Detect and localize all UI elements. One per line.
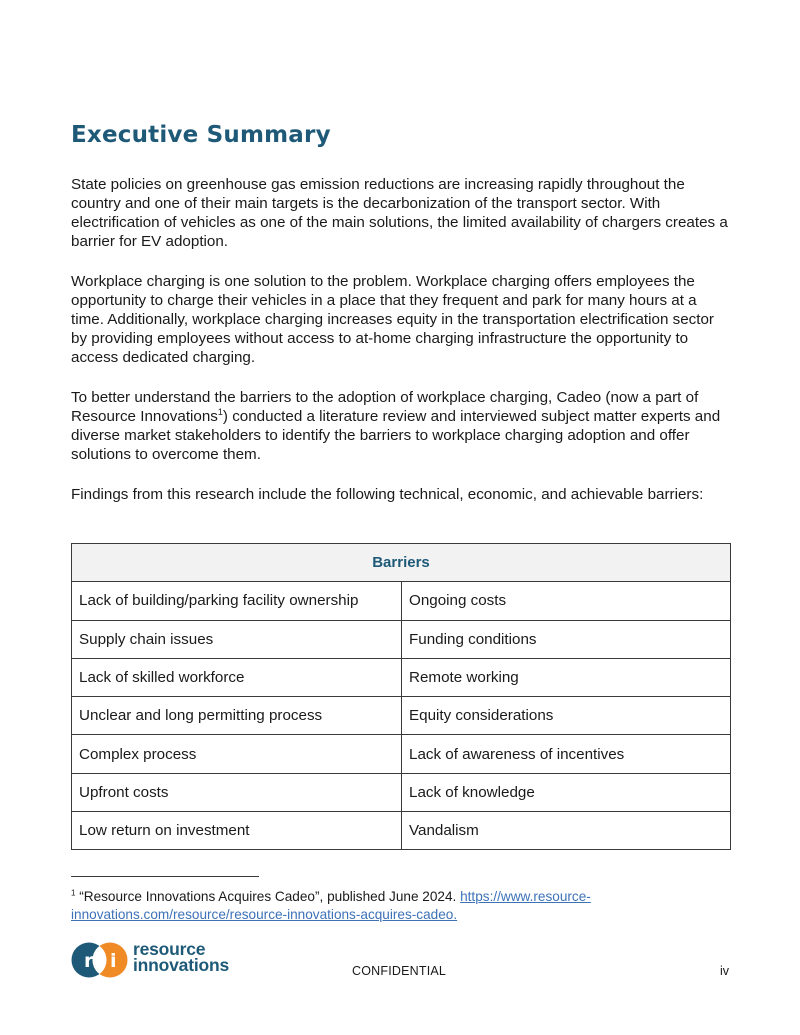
- table-cell: Lack of awareness of incentives: [402, 735, 731, 773]
- logo-letter-r: r: [84, 950, 94, 972]
- paragraph-1: State policies on greenhouse gas emission reductions are increasing rapidly throughout the country and one of their main targets is the decarbonization of the transport sector. With electrification of vehicles as one of the main solutions, the limited availability of chargers creates a barrier for EV adoption.: [71, 176, 728, 250]
- footnote-divider: [71, 876, 259, 877]
- logo-wordmark-line1: resource: [133, 939, 206, 959]
- footnote-text: “Resource Innovations Acquires Cadeo”, published June 2024.: [75, 889, 461, 904]
- table-row: [72, 773, 731, 811]
- table-row: [72, 620, 731, 658]
- confidential-label: CONFIDENTIAL: [352, 964, 447, 978]
- table-row: [72, 735, 731, 773]
- logo-letter-i: i: [110, 950, 117, 972]
- table-cell: Supply chain issues: [72, 620, 402, 658]
- table-row: [72, 697, 731, 735]
- footnote: [71, 888, 731, 924]
- table-cell: Unclear and long permitting process: [72, 697, 402, 735]
- logo-wordmark: [133, 941, 229, 973]
- barriers-table: [71, 543, 731, 850]
- table-header-row: [72, 544, 731, 582]
- table-cell: Lack of skilled workforce: [72, 658, 402, 696]
- logo-mark-icon: [71, 942, 129, 978]
- table-cell: Lack of knowledge: [402, 773, 731, 811]
- table-cell: Remote working: [402, 658, 731, 696]
- resource-innovations-logo: [71, 939, 241, 978]
- paragraph-4: Findings from this research include the following technical, economic, and achievable barriers:: [71, 486, 704, 503]
- footnote-reference[interactable]: 1: [217, 406, 223, 417]
- paragraph-3-after: ) conducted a literature review and interviewed subject matter experts and diverse market stakeholders to identify the barriers to workplace charging adoption and offer solutions to overcome them.: [71, 408, 721, 463]
- paragraph-3: [71, 388, 733, 464]
- table-cell: Upfront costs: [72, 773, 402, 811]
- table-cell: Equity considerations: [402, 697, 731, 735]
- table-cell: Funding conditions: [402, 620, 731, 658]
- table-cell: Ongoing costs: [402, 582, 731, 620]
- page-number: iv: [720, 964, 730, 978]
- table-cell: Vandalism: [402, 812, 731, 850]
- paragraph-2: Workplace charging is one solution to the problem. Workplace charging offers employees the opportunity to charge their vehicles in a place that they frequent and park for many hours at a time. Additionally, workplace charging increases equity in the transportation electrification sector by providing employees without access to at-home charging infrastructure the opportunity to access dedicated charging.: [71, 273, 714, 366]
- table-row: [72, 582, 731, 620]
- table-cell: Complex process: [72, 735, 402, 773]
- logo-wordmark-line2: innovations: [133, 955, 229, 975]
- table-header-barriers: Barriers: [72, 544, 731, 582]
- table-cell: Lack of building/parking facility ownership: [72, 582, 402, 620]
- footnote-marker: 1: [71, 888, 76, 898]
- footnote-link[interactable]: https://www.resource-innovations.com/resource/resource-innovations-acquires-cadeo.: [71, 889, 591, 922]
- table-row: [72, 812, 731, 850]
- table-row: [72, 658, 731, 696]
- page-title: Executive Summary: [71, 122, 331, 148]
- paragraph-3-before: To better understand the barriers to the adoption of workplace charging, Cadeo (now a part of Resource Innovations: [71, 389, 699, 425]
- table-cell: Low return on investment: [72, 812, 402, 850]
